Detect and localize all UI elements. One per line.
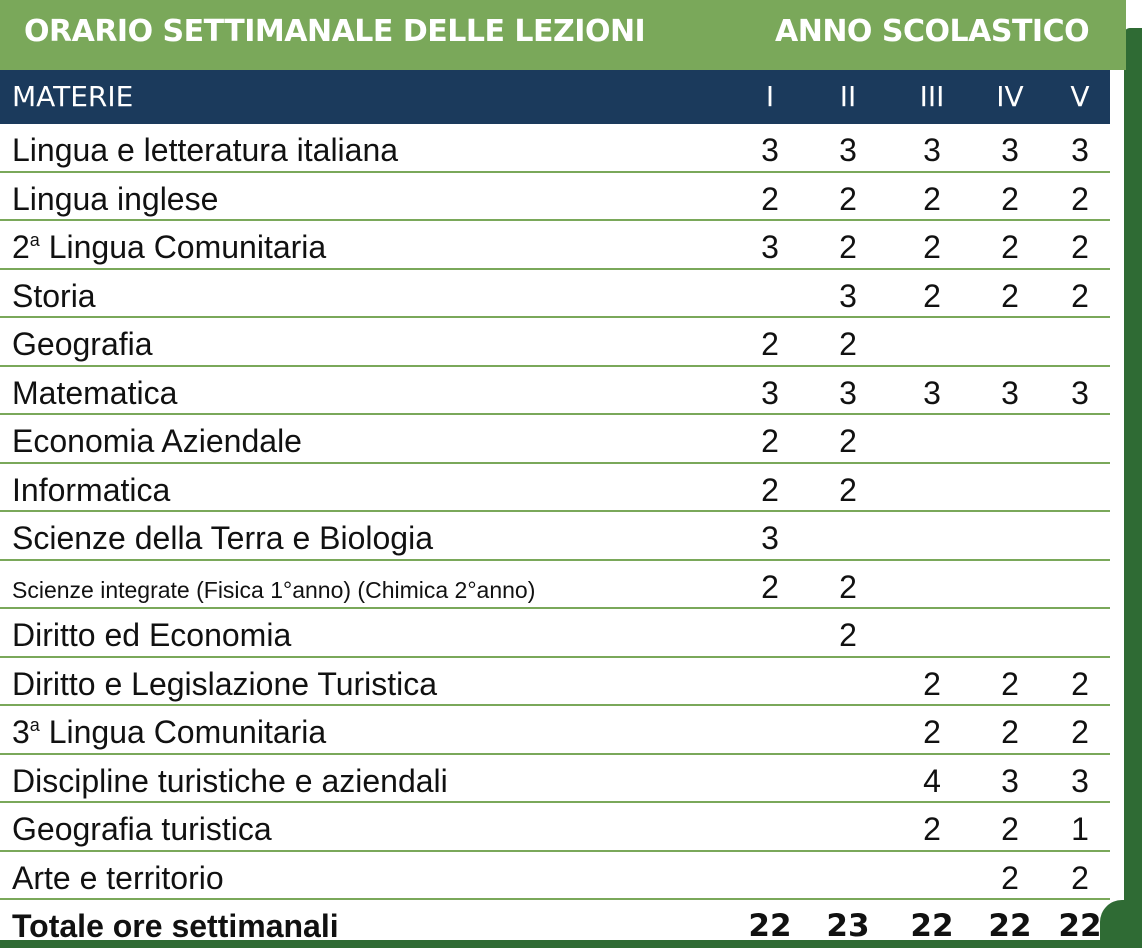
subject-name xyxy=(12,229,326,266)
hours-year-1: 3 xyxy=(761,374,779,411)
subject-ordinal-suffix: a xyxy=(29,715,40,735)
subject-ordinal-suffix: a xyxy=(29,230,40,250)
hours-year-4: 2 xyxy=(1001,180,1019,217)
hours-year-2: 3 xyxy=(839,277,857,314)
subject-rest: Lingua Comunitaria xyxy=(39,229,327,265)
hours-year-4: 2 xyxy=(1001,229,1019,265)
hours-year-4: 3 xyxy=(1001,374,1019,411)
hours-year-1: 3 xyxy=(761,132,779,168)
hours-year-2: 2 xyxy=(839,229,857,265)
table-row xyxy=(0,852,1110,901)
subject-name: Diritto ed Economia xyxy=(12,617,292,653)
total-row xyxy=(0,900,1110,948)
header-year-3: III xyxy=(919,80,945,113)
table-row xyxy=(0,415,1110,464)
hours-year-3: 3 xyxy=(923,132,941,168)
subject-name: Matematica xyxy=(12,374,178,411)
table-row xyxy=(0,318,1110,367)
hours-year-5: 2 xyxy=(1071,665,1089,702)
hours-year-2: 3 xyxy=(839,374,857,411)
schedule-table xyxy=(0,124,1110,948)
title-bar xyxy=(0,0,1126,70)
hours-year-5: 2 xyxy=(1071,859,1089,896)
hours-year-4: 2 xyxy=(1001,277,1019,314)
hours-year-1: 2 xyxy=(761,471,779,508)
subject-name: Geografia turistica xyxy=(12,811,272,847)
table-row xyxy=(0,173,1110,222)
total-year-3: 22 xyxy=(910,908,954,944)
hours-year-5: 1 xyxy=(1071,811,1089,847)
table-row xyxy=(0,706,1110,755)
subject-name: Scienze integrate (Fisica 1°anno) (Chimica 2°anno) xyxy=(12,576,536,603)
title-left: ORARIO SETTIMANALE DELLE LEZIONI xyxy=(24,14,646,49)
total-year-1: 22 xyxy=(748,908,792,944)
hours-year-1: 2 xyxy=(761,180,779,217)
subject-name: Discipline turistiche e aziendali xyxy=(12,762,448,799)
hours-year-3: 3 xyxy=(923,374,941,411)
table-row xyxy=(0,124,1110,173)
header-year-1: I xyxy=(765,80,775,113)
table-row xyxy=(0,270,1110,319)
hours-year-2: 3 xyxy=(839,132,857,168)
total-year-4: 22 xyxy=(988,908,1032,944)
subject-name: Storia xyxy=(12,277,96,314)
total-year-2: 23 xyxy=(826,908,870,944)
table-row xyxy=(0,561,1110,610)
table-row xyxy=(0,512,1110,561)
table-row xyxy=(0,755,1110,804)
subject-ordinal: 3 xyxy=(12,714,30,750)
subject-rest: Lingua Comunitaria xyxy=(39,714,327,750)
header-year-2: II xyxy=(839,80,857,113)
hours-year-2: 2 xyxy=(839,471,857,508)
hours-year-1: 2 xyxy=(761,423,779,459)
hours-year-4: 2 xyxy=(1001,665,1019,702)
header-subject: MATERIE xyxy=(12,80,134,113)
hours-year-3: 4 xyxy=(923,762,941,799)
hours-year-1: 2 xyxy=(761,568,779,605)
hours-year-4: 3 xyxy=(1001,132,1019,168)
hours-year-5: 3 xyxy=(1071,762,1089,799)
table-row xyxy=(0,803,1110,852)
table-row xyxy=(0,658,1110,707)
hours-year-5: 2 xyxy=(1071,277,1089,314)
total-label: Totale ore settimanali xyxy=(12,908,339,944)
hours-year-5: 3 xyxy=(1071,132,1089,168)
hours-year-1: 3 xyxy=(761,520,779,556)
table-header xyxy=(0,70,1110,124)
subject-name: Geografia xyxy=(12,326,153,362)
table-row xyxy=(0,367,1110,416)
hours-year-4: 2 xyxy=(1001,714,1019,750)
hours-year-5: 2 xyxy=(1071,229,1089,265)
header-year-4: IV xyxy=(996,80,1024,113)
subject-name: Diritto e Legislazione Turistica xyxy=(12,665,438,702)
subject-name: Arte e territorio xyxy=(12,859,224,896)
table-row xyxy=(0,609,1110,658)
header-year-5: V xyxy=(1070,80,1090,113)
subject-name: Informatica xyxy=(12,471,171,508)
hours-year-5: 3 xyxy=(1071,374,1089,411)
hours-year-3: 2 xyxy=(923,714,941,750)
hours-year-3: 2 xyxy=(923,180,941,217)
total-year-5: 22 xyxy=(1058,908,1102,944)
frame-right-border xyxy=(1124,28,1142,948)
table-row xyxy=(0,221,1110,270)
title-right: ANNO SCOLASTICO xyxy=(775,14,1090,49)
subject-name: Scienze della Terra e Biologia xyxy=(12,520,433,556)
subject-name: Lingua inglese xyxy=(12,180,219,217)
hours-year-3: 2 xyxy=(923,277,941,314)
hours-year-1: 3 xyxy=(761,229,779,265)
subject-name: Lingua e letteratura italiana xyxy=(12,132,399,168)
hours-year-4: 3 xyxy=(1001,762,1019,799)
hours-year-5: 2 xyxy=(1071,180,1089,217)
hours-year-3: 2 xyxy=(923,229,941,265)
hours-year-2: 2 xyxy=(839,180,857,217)
hours-year-2: 2 xyxy=(839,617,857,653)
hours-year-4: 2 xyxy=(1001,811,1019,847)
hours-year-1: 2 xyxy=(761,326,779,362)
hours-year-2: 2 xyxy=(839,423,857,459)
hours-year-2: 2 xyxy=(839,568,857,605)
hours-year-3: 2 xyxy=(923,665,941,702)
hours-year-4: 2 xyxy=(1001,859,1019,896)
subject-name xyxy=(12,714,326,751)
hours-year-3: 2 xyxy=(923,811,941,847)
table-row xyxy=(0,464,1110,513)
hours-year-2: 2 xyxy=(839,326,857,362)
subject-ordinal: 2 xyxy=(12,229,30,265)
hours-year-5: 2 xyxy=(1071,714,1089,750)
subject-name: Economia Aziendale xyxy=(12,423,302,459)
